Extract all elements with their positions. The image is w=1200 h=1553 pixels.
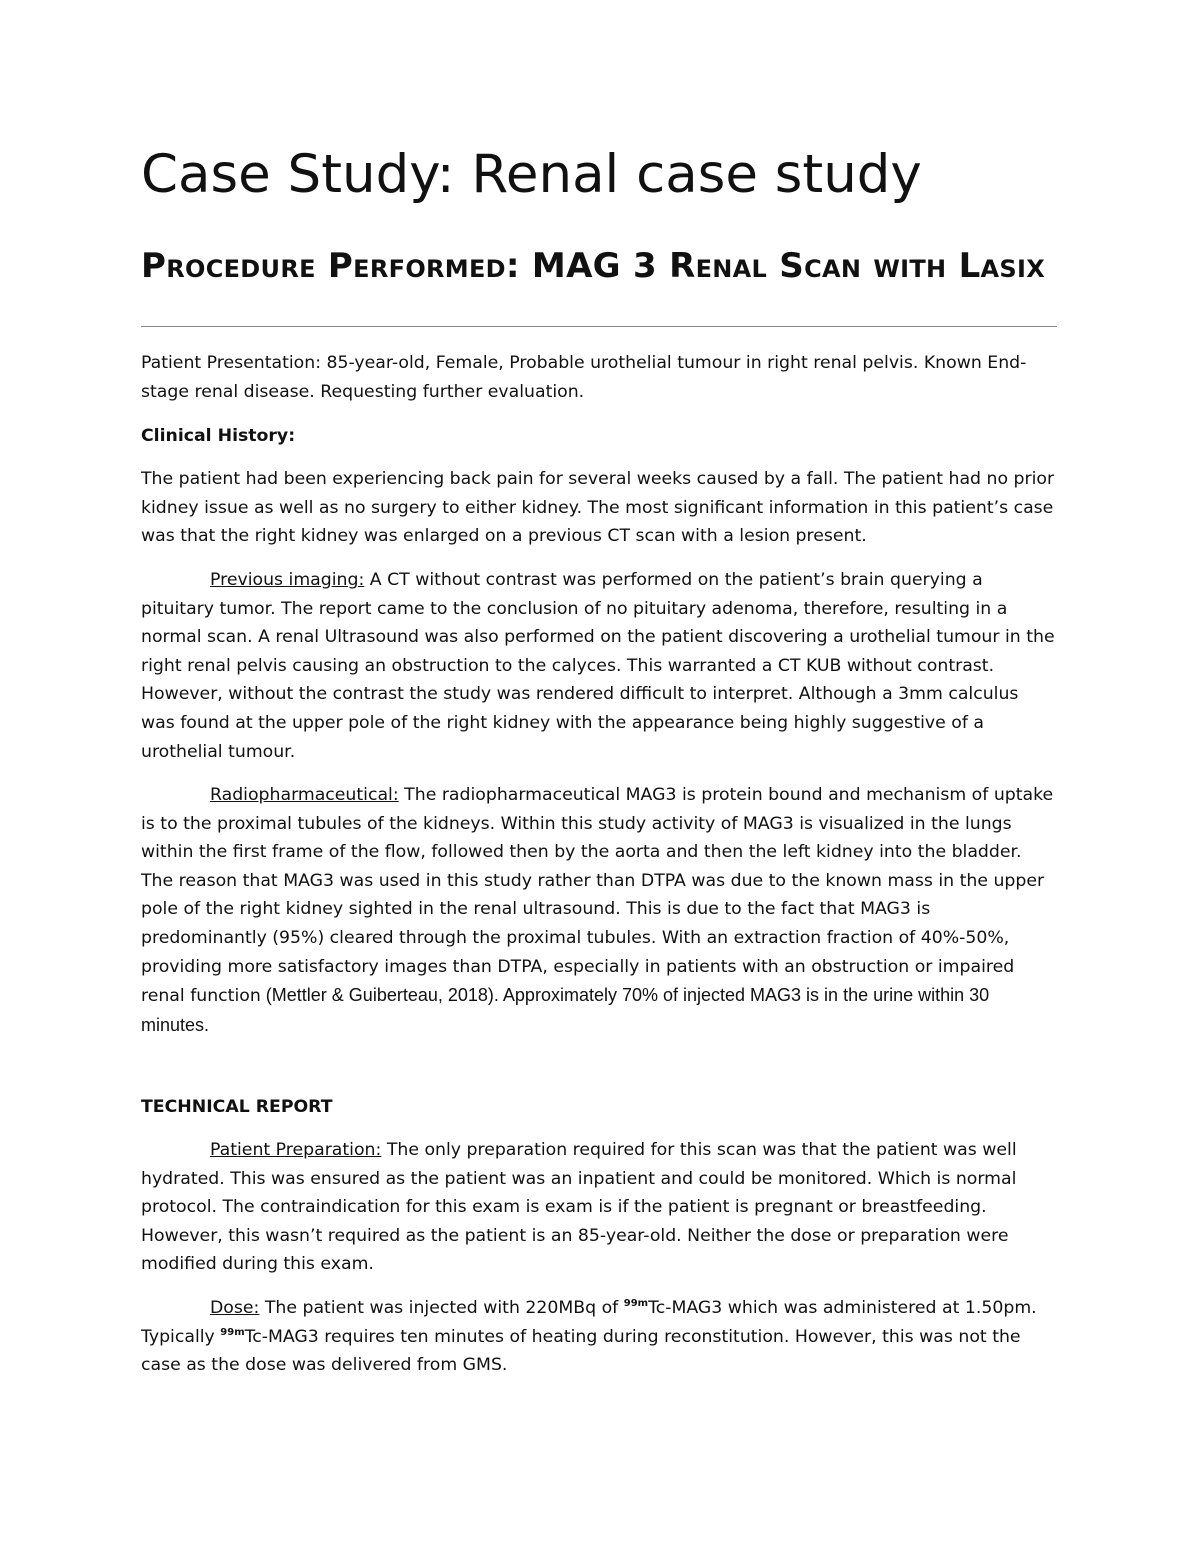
previous-imaging-label: Previous imaging: (210, 570, 365, 590)
patient-presentation: Patient Presentation: 85-year-old, Female, Probable urothelial tumour in right renal pelvis. Known End-stage renal disease. Requesting further evaluation. (141, 353, 1027, 402)
isotope-superscript: 99m (220, 1326, 245, 1338)
technical-report-heading: TECHNICAL REPORT (141, 1097, 333, 1117)
heading-divider (141, 326, 1057, 327)
radiopharmaceutical-label: Radiopharmaceutical: (210, 785, 399, 805)
document-title: Case Study: Renal case study (141, 144, 922, 205)
procedure-heading: Procedure Performed: MAG 3 Renal Scan with Lasix (141, 246, 1046, 286)
previous-imaging-paragraph (141, 566, 1057, 766)
dose-text-3: Tc-MAG3 requires ten minutes of heating during reconstitution. However, this was not the case as the dose was delivered from GMS. (141, 1326, 1021, 1376)
previous-imaging-text: A CT without contrast was performed on the patient’s brain querying a pituitary tumor. The report came to the conclusion of no pituitary adenoma, therefore, resulting in a normal scan. A renal Ultrasound was also performed on the patient discovering a urothelial tumour in the right renal pelvis causing an obstruction to the calyces. This warranted a CT KUB without contrast. However, without the contrast the study was rendered difficult to interpret. Although a 3mm calculus was found at the upper pole of the right kidney with the appearance being highly suggestive of a urothelial tumour. (141, 570, 1055, 762)
dose-text-1: The patient was injected with 220MBq of (259, 1298, 624, 1318)
dose-text-2: Tc-MAG3 which was administered at 1.50pm. Typically (141, 1298, 1037, 1347)
radiopharmaceutical-citation: (Mettler & Guiberteau, 2018). Approximately 70% of injected MAG3 is in the urine within 30 minutes. (141, 985, 990, 1035)
patient-preparation-paragraph (141, 1136, 1057, 1279)
clinical-history-text: The patient had been experiencing back pain for several weeks caused by a fall. The patient had no prior kidney issue as well as no surgery to either kidney. The most significant information in this patient’s case was that the right kidney was enlarged on a previous CT scan with a lesion present. (141, 469, 1055, 547)
patient-preparation-text: The only preparation required for this scan was that the patient was well hydrated. This was ensured as the patient was an inpatient and could be monitored. Which is normal protocol. The contraindication for this exam is exam is if the patient is pregnant or breastfeeding. However, this wasn’t required as the patient is an 85-year-old. Neither the dose or preparation were modified during this exam. (141, 1140, 1017, 1275)
radiopharmaceutical-paragraph (141, 781, 1057, 1040)
clinical-history-heading: Clinical History: (141, 426, 296, 446)
radiopharmaceutical-text: The radiopharmaceutical MAG3 is protein bound and mechanism of uptake is to the proximal tubules of the kidneys. Within this study activity of MAG3 is visualized in the lungs within the first frame of the flow, followed then by the aorta and then the left kidney into the bladder. The reason that MAG3 was used in this study rather than DTPA was due to the known mass in the upper pole of the right kidney sighted in the renal ultrasound. This is due to the fact that MAG3 is predominantly (95%) cleared through the proximal tubules. With an extraction fraction of 40%-50%, providing more satisfactory images than DTPA, especially in patients with an obstruction or impaired renal function (141, 785, 1054, 1007)
dose-label: Dose: (210, 1298, 260, 1318)
isotope-superscript: 99m (623, 1298, 649, 1309)
dose-paragraph (141, 1294, 1057, 1380)
patient-preparation-label: Patient Preparation: (210, 1140, 382, 1160)
